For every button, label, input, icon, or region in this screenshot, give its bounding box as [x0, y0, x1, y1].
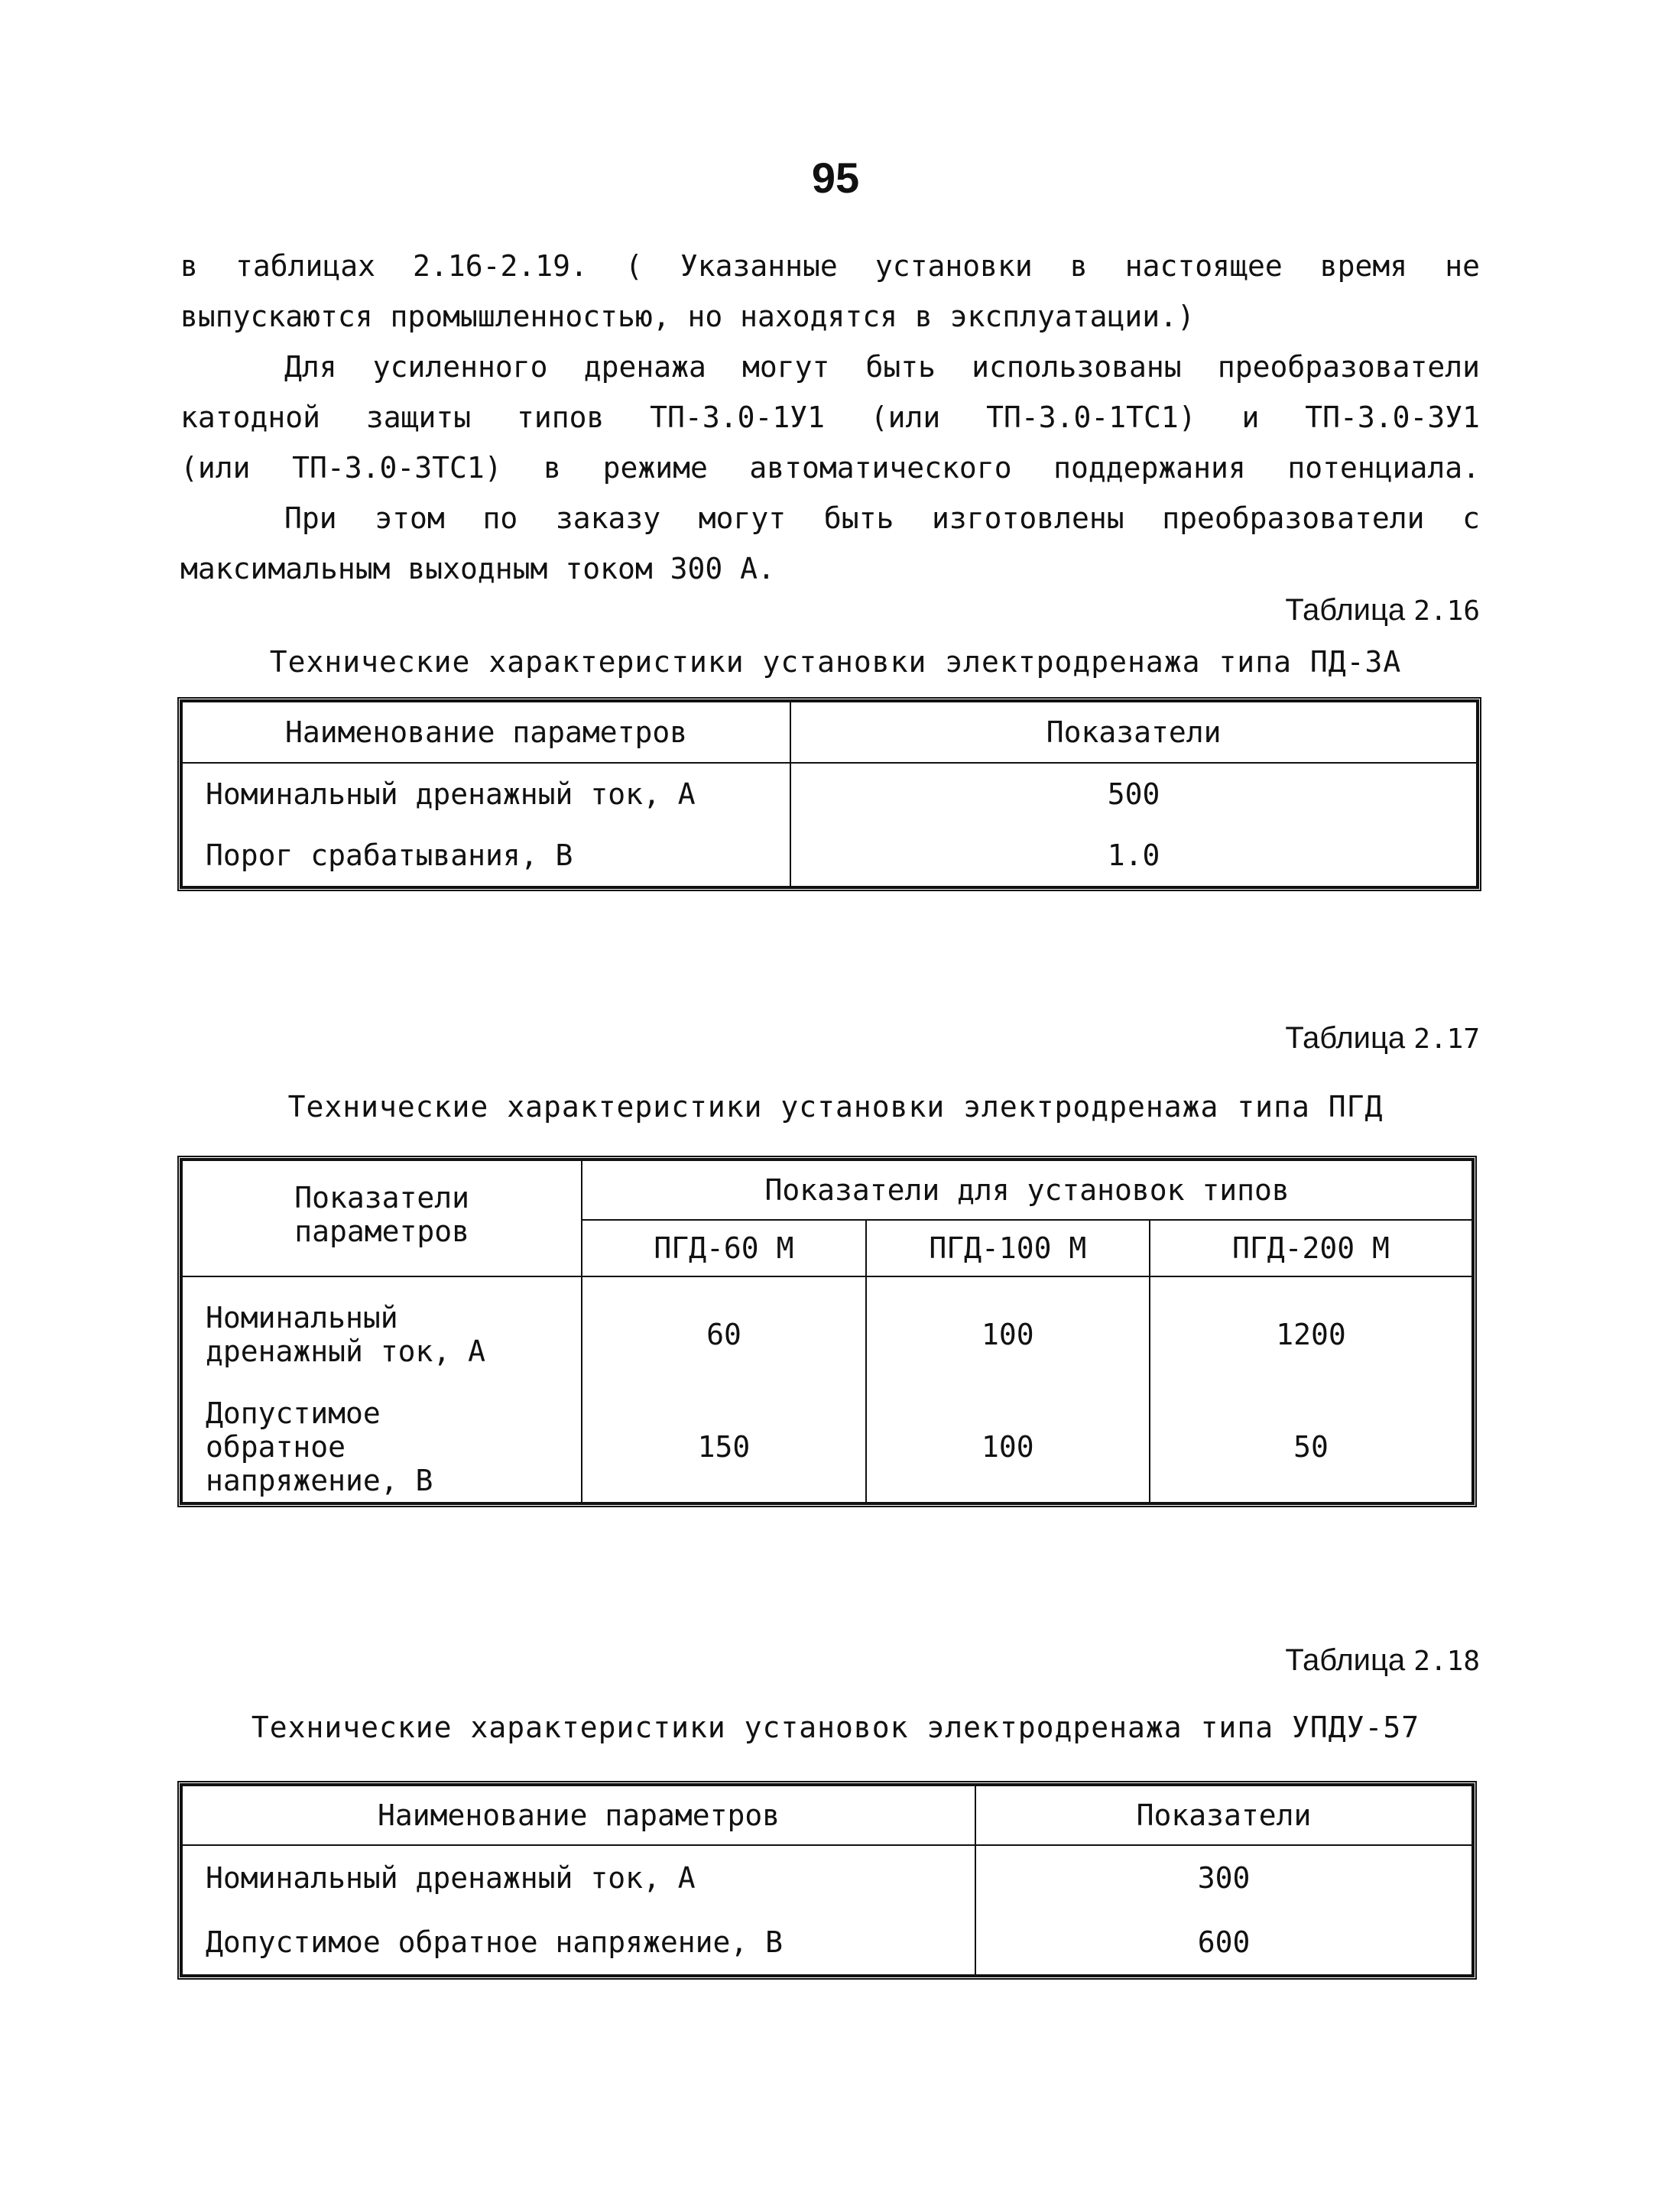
table-title: Технические характеристики установок электродренажа типа УПДУ-57 — [251, 1711, 1420, 1744]
table-cell-name: Номинальный дренажный ток, А — [182, 763, 790, 825]
paragraph-line: катодной защиты типов ТП-3.0-1У1 (или ТП-3.0-1ТС1) и ТП-3.0-3У1 — [180, 401, 1480, 434]
page-number: 95 — [811, 154, 860, 202]
table-cell-value: 600 — [975, 1910, 1472, 1975]
paragraph-line: максимальным выходным током 300 А. — [180, 552, 775, 585]
table-cell-name: Номинальный дренажный ток, А — [182, 1276, 582, 1391]
table-cell-value: 50 — [1150, 1391, 1472, 1503]
table-cell-value: 60 — [582, 1276, 865, 1391]
table-header-cell: Показатели — [790, 702, 1477, 763]
table-cell-value: 100 — [866, 1276, 1150, 1391]
paragraph-line: выпускаются промышленностью, но находятся в эксплуатации.) — [180, 300, 1195, 333]
paragraph-line: При этом по заказу могут быть изготовлены преобразователи с — [284, 501, 1480, 535]
table-header-cell: Показатели параметров — [182, 1160, 582, 1276]
table-cell-value: 300 — [975, 1845, 1472, 1910]
table-cell-name: Допустимое обратное напряжение, В — [182, 1910, 975, 1975]
table-cell-value: 150 — [582, 1391, 865, 1503]
table-title: Технические характеристики установки электродренажа типа ПГД — [287, 1090, 1384, 1124]
table-label: Таблица 2.18 — [1285, 1643, 1480, 1677]
table-label: Таблица 2.17 — [1285, 1021, 1480, 1055]
table-header-type: ПГД-200 М — [1150, 1220, 1472, 1276]
paragraph-order — [180, 493, 1480, 594]
table-updu57 — [177, 1781, 1477, 1980]
table-cell-value: 100 — [866, 1391, 1150, 1503]
table-cell-name: Номинальный дренажный ток, А — [182, 1845, 975, 1910]
table-title: Технические характеристики установки электродренажа типа ПД-3А — [269, 645, 1402, 679]
table-cell-name: Допустимое обратное напряжение, В — [182, 1391, 582, 1503]
paragraph-line: (или ТП-3.0-3ТС1) в режиме автоматического поддержания потенциала. — [180, 451, 1480, 485]
table-header-type: ПГД-60 М — [582, 1220, 865, 1276]
table-cell-value: 1200 — [1150, 1276, 1472, 1391]
table-label: Таблица 2.16 — [1285, 593, 1480, 627]
table-header-cell: Наименование параметров — [182, 702, 790, 763]
paragraph-drainage — [180, 342, 1480, 493]
table-header-cell: Наименование параметров — [182, 1785, 975, 1845]
table-header-group: Показатели для установок типов — [582, 1160, 1472, 1220]
table-header-cell: Показатели — [975, 1785, 1472, 1845]
table-cell-value: 500 — [790, 763, 1477, 825]
paragraph-line: Для усиленного дренажа могут быть использованы преобразователи — [284, 350, 1480, 384]
table-pgd — [177, 1156, 1477, 1507]
paragraph-intro — [180, 241, 1480, 342]
table-pd3a — [177, 697, 1481, 891]
table-cell-name: Порог срабатывания, В — [182, 825, 790, 887]
paragraph-line: в таблицах 2.16-2.19. ( Указанные установки в настоящее время не — [180, 249, 1480, 283]
table-cell-value: 1.0 — [790, 825, 1477, 887]
table-header-type: ПГД-100 М — [866, 1220, 1150, 1276]
